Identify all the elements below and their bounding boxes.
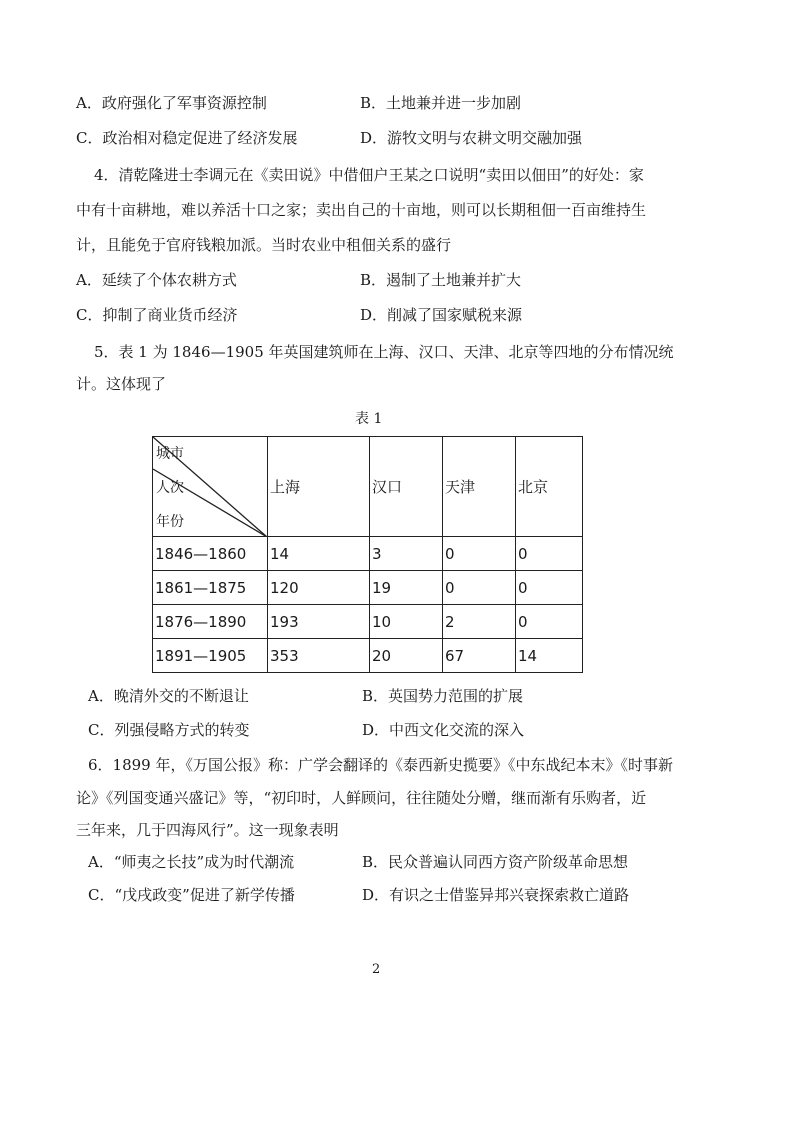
q6-stem-line-1: 6．1899 年，《万国公报》称：广学会翻译的《泰西新史揽要》《中东战纪本末》《时事新 xyxy=(88,756,673,774)
table-cell: 14 xyxy=(268,537,370,571)
column-header: 汉口 xyxy=(370,437,443,537)
q3-option-a: A．政府强化了军事资源控制 xyxy=(76,94,267,112)
table-cell: 19 xyxy=(370,571,443,605)
row-period: 1891—1905 xyxy=(153,639,268,673)
q5-stem-line-2: 计。这体现了 xyxy=(76,375,167,393)
corner-label-city: 城市 xyxy=(156,446,184,462)
table-row xyxy=(153,605,583,639)
q6-stem-line-2: 论》《列国变通兴盛记》等，“初印时，人鲜顾问，往往随处分赠，继而渐有乐购者，近 xyxy=(76,789,647,807)
q4-option-b: B．遏制了土地兼并扩大 xyxy=(360,271,522,289)
q4-option-a: A．延续了个体农耕方式 xyxy=(76,271,237,289)
q5-option-b: B．英国势力范围的扩展 xyxy=(362,687,524,705)
q6-option-b: B．民众普遍认同西方资产阶级革命思想 xyxy=(362,853,629,871)
q5-stem-line-1: 5．表 1 为 1846—1905 年英国建筑师在上海、汉口、天津、北京等四地的分布情况统 xyxy=(94,343,674,361)
table-cell: 2 xyxy=(443,605,516,639)
q6-option-a: A．“师夷之长技”成为时代潮流 xyxy=(88,853,295,871)
column-header: 天津 xyxy=(443,437,516,537)
row-period: 1876—1890 xyxy=(153,605,268,639)
q4-stem-line-3: 计，且能免于官府钱粮加派。当时农业中租佃关系的盛行 xyxy=(76,236,452,254)
q5-option-c: C．列强侵略方式的转变 xyxy=(88,721,250,739)
table-cell: 353 xyxy=(268,639,370,673)
corner-label-year: 年份 xyxy=(156,514,184,530)
row-period: 1846—1860 xyxy=(153,537,268,571)
corner-label-count: 人次 xyxy=(156,480,184,496)
table-row xyxy=(153,571,583,605)
q4-option-d: D．削减了国家赋税来源 xyxy=(360,306,523,324)
q5-option-a: A．晚清外交的不断退让 xyxy=(88,687,249,705)
table-cell: 193 xyxy=(268,605,370,639)
table-row xyxy=(153,537,583,571)
q4-stem-line-1: 4．清乾隆进士李调元在《卖田说》中借佃户王某之口说明“卖田以佃田”的好处：家 xyxy=(94,166,644,184)
q6-option-c: C．“戊戌政变”促进了新学传播 xyxy=(88,886,295,904)
table-header-row xyxy=(153,437,583,537)
q3-option-d: D．游牧文明与农耕文明交融加强 xyxy=(360,129,583,147)
q4-stem-line-2: 中有十亩耕地，难以养活十口之家；卖出自己的十亩地，则可以长期租佃一百亩维持生 xyxy=(76,201,647,219)
table-cell: 0 xyxy=(516,537,583,571)
q6-stem-line-3: 三年来，几于四海风行”。这一现象表明 xyxy=(76,821,339,839)
table-cell: 0 xyxy=(516,571,583,605)
table-cell: 0 xyxy=(516,605,583,639)
q3-option-c: C．政治相对稳定促进了经济发展 xyxy=(76,129,298,147)
table-corner-cell xyxy=(153,437,268,537)
q6-option-d: D．有识之士借鉴异邦兴衰探索救亡道路 xyxy=(362,886,630,904)
column-header: 北京 xyxy=(516,437,583,537)
row-period: 1861—1875 xyxy=(153,571,268,605)
table-cell: 10 xyxy=(370,605,443,639)
architect-distribution-table xyxy=(152,436,583,673)
table-cell: 20 xyxy=(370,639,443,673)
table-cell: 0 xyxy=(443,571,516,605)
q3-option-b: B．土地兼并进一步加剧 xyxy=(360,94,522,112)
table-cell: 120 xyxy=(268,571,370,605)
table-row xyxy=(153,639,583,673)
page-number: 2 xyxy=(372,962,381,977)
table-cell: 14 xyxy=(516,639,583,673)
table-cell: 0 xyxy=(443,537,516,571)
table-cell: 67 xyxy=(443,639,516,673)
q4-option-c: C．抑制了商业货币经济 xyxy=(76,306,238,324)
table-caption: 表 1 xyxy=(355,411,383,427)
table-cell: 3 xyxy=(370,537,443,571)
column-header: 上海 xyxy=(268,437,370,537)
q5-option-d: D．中西文化交流的深入 xyxy=(362,721,525,739)
